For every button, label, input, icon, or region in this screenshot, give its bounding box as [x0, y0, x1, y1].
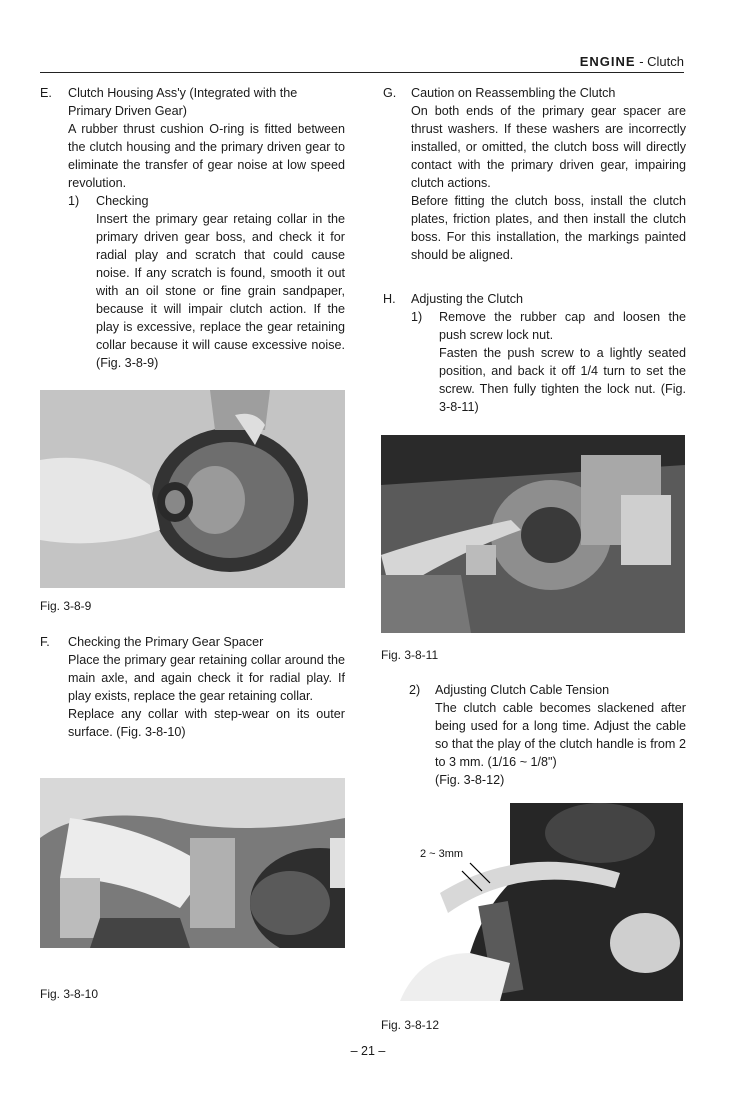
section-e: [40, 84, 345, 372]
fig-3-8-9-photo: [40, 390, 345, 588]
section-h: [383, 290, 686, 416]
fig-3-8-12-photo: [400, 803, 683, 1001]
section-e-step-title: Checking: [96, 194, 149, 208]
fig-3-8-12-caption: Fig. 3-8-12: [381, 1018, 440, 1032]
step-2-num: 2): [409, 683, 421, 697]
fig-3-8-10-caption: Fig. 3-8-10: [40, 987, 99, 1001]
step-2-title: Adjusting Clutch Cable Tension: [435, 683, 610, 697]
section-g-title: Caution on Reassembling the Clutch: [411, 86, 616, 100]
section-e-step-num: 1): [68, 194, 80, 208]
step-2: [409, 681, 686, 789]
step-2-body-1: The clutch cable becomes slackened after being used for a long time. Adjust the cable so that the play of the clutch handle is from 2 to 3 mm. (1/16 ~ 1/8"): [435, 701, 686, 769]
page-header: [40, 54, 684, 69]
header-rule: [40, 72, 684, 73]
fig-3-8-9-caption: Fig. 3-8-9: [40, 599, 92, 613]
section-h-step1-num: 1): [411, 310, 423, 324]
fig-3-8-11-photo: [381, 435, 685, 633]
section-h-title: Adjusting the Clutch: [411, 292, 524, 306]
fig-3-8-11-caption: Fig. 3-8-11: [381, 648, 439, 662]
section-h-step1-body-2: Fasten the push screw to a lightly seated position, and back it off 1/4 turn to set the screw. Then fully tighten the lock nut. (Fig. 3-8-11): [439, 346, 686, 414]
section-f: [40, 633, 345, 741]
section-f-title: Checking the Primary Gear Spacer: [68, 635, 264, 649]
section-g-letter: G.: [383, 86, 397, 100]
section-e-title-1: Clutch Housing Ass'y (Integrated with the: [68, 86, 298, 100]
section-e-body: A rubber thrust cushion O-ring is fitted between the clutch housing and the primary driven gear to eliminate the transfer of gear noise at low speed revolution.: [68, 122, 345, 190]
section-h-step1-body-1: Remove the rubber cap and loosen the push screw lock nut.: [439, 310, 686, 342]
section-h-letter: H.: [383, 292, 396, 306]
section-e-title-2: Primary Driven Gear): [68, 104, 187, 118]
section-g: [383, 84, 686, 264]
fig-3-8-10-photo: [40, 778, 345, 948]
header-subsection: - Clutch: [635, 54, 684, 69]
section-f-letter: F.: [40, 635, 50, 649]
fig-3-8-12-label: 2 ~ 3mm: [420, 848, 464, 860]
section-f-body-2: Replace any collar with step-wear on its outer surface. (Fig. 3-8-10): [68, 707, 345, 739]
step-2-body-2: (Fig. 3-8-12): [435, 773, 505, 787]
section-e-letter: E.: [40, 86, 52, 100]
section-g-body-2: Before fitting the clutch boss, install the clutch plates, friction plates, and then install the clutch boss. For this installation, the markings painted should be aligned.: [411, 194, 686, 262]
page-number: – 21 –: [350, 1044, 386, 1058]
header-section: ENGINE: [579, 54, 636, 69]
section-f-body-1: Place the primary gear retaining collar around the main axle, and again check it for radial play. If play exists, replace the gear retaining collar.: [68, 653, 345, 703]
section-e-step-body: Insert the primary gear retaing collar in the primary driven gear boss, and check it for radial play and scratch that could cause noise. If any scratch is found, smooth it out with an oil stone or fine grain sandpaper, because it will impair clutch action. If the play is excessive, replace the gear retaining collar because it will cause excessive noise. (Fig. 3-8-9): [96, 212, 345, 370]
section-g-body-1: On both ends of the primary gear spacer are thrust washers. If these washers are incorrectly installed, or omitted, the clutch boss will directly contact with the primary driven gear, impairing clutch actions.: [411, 104, 686, 190]
